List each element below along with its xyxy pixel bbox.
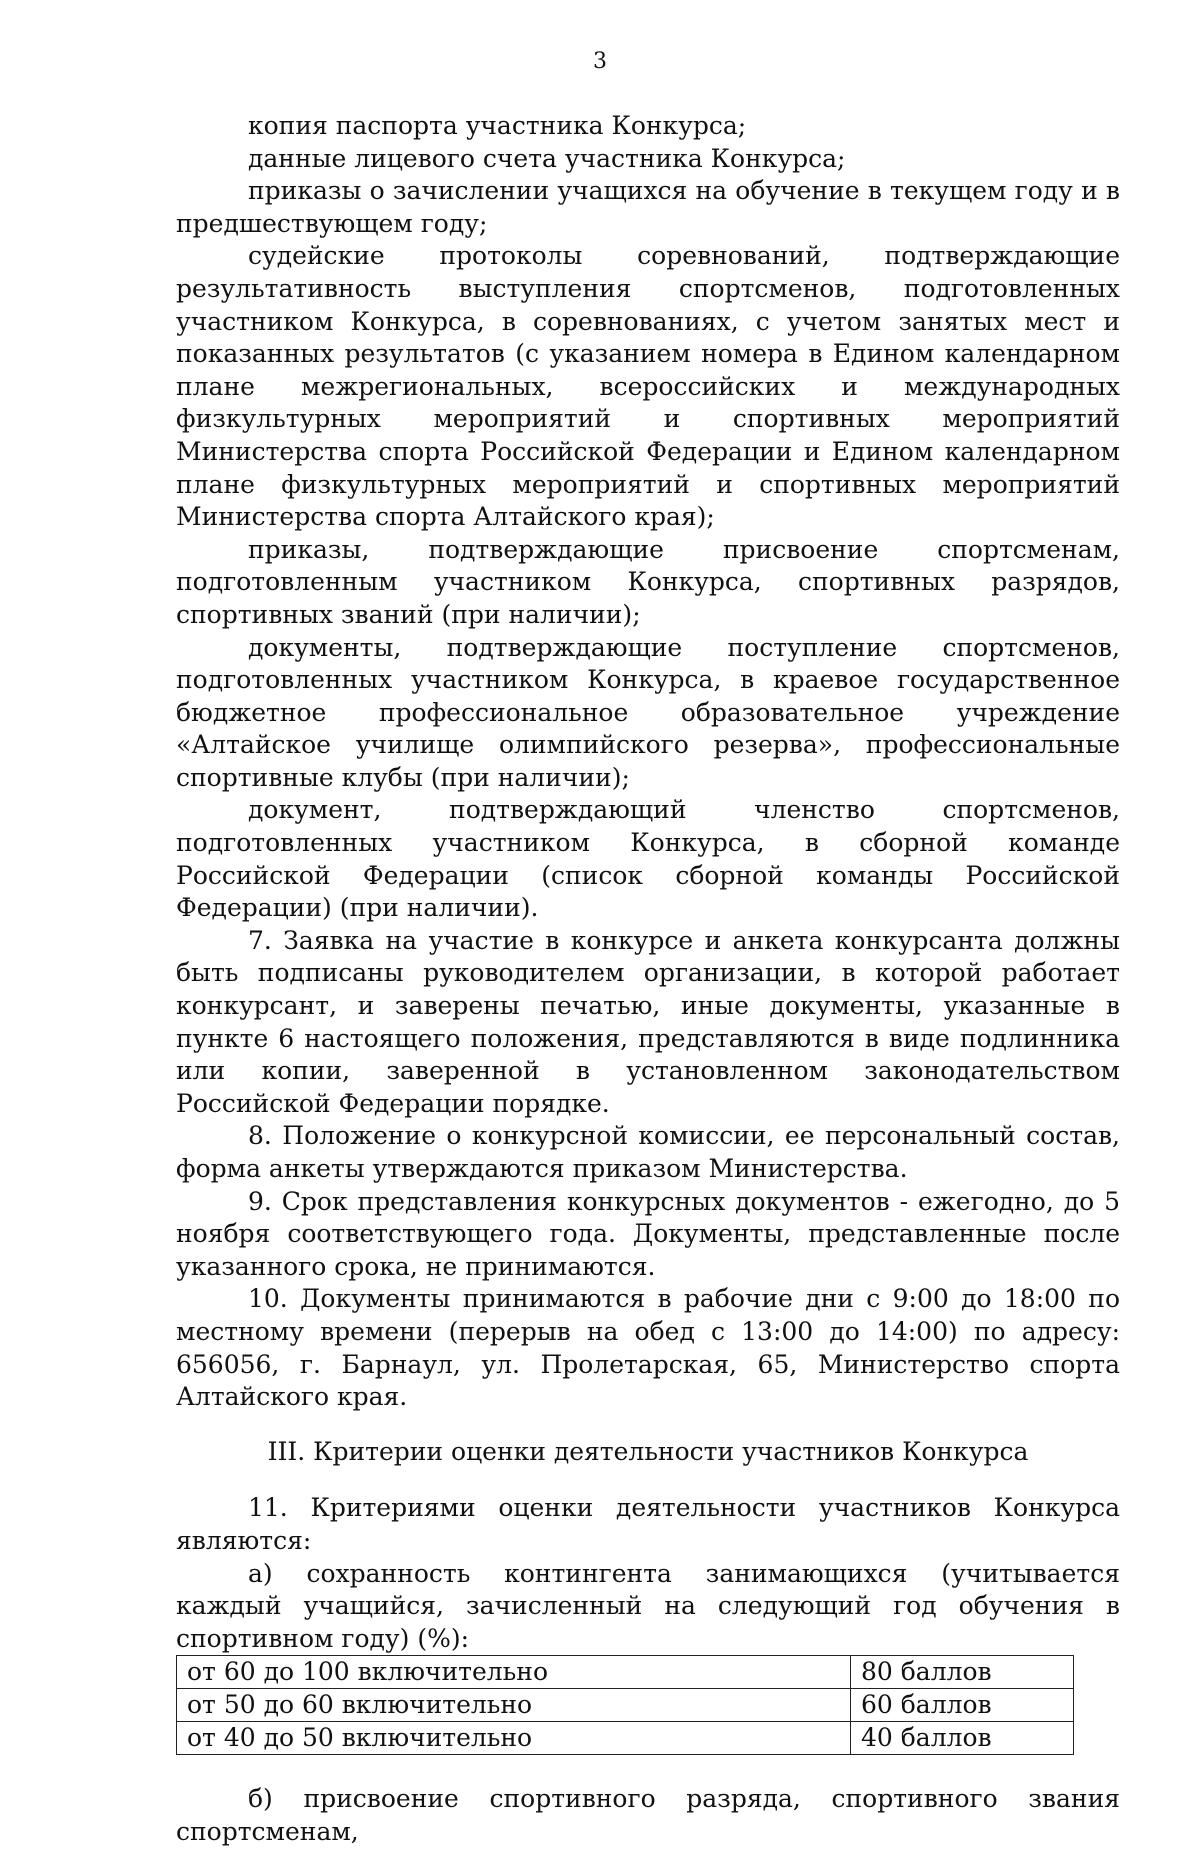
paragraph-item-8: 8. Положение о конкурсной комиссии, ее персональный состав, форма анкеты утверждаются приказом Министерства. <box>176 1121 1120 1183</box>
table-cell-range: от 50 до 60 включительно <box>177 1689 851 1722</box>
score-table <box>176 1655 1074 1755</box>
paragraph-rank-orders: приказы, подтверждающие присвоение спортсменам, подготовленным участником Конкурса, спортивных разрядов, спортивных званий (при наличии); <box>176 534 1120 629</box>
table-cell-range: от 40 до 50 включительно <box>177 1722 851 1755</box>
table-cell-score: 80 баллов <box>851 1656 1074 1689</box>
paragraph-account-data: данные лицевого счета участника Конкурса; <box>248 143 846 173</box>
table-cell-range: от 60 до 100 включительно <box>177 1656 851 1689</box>
table-row <box>177 1689 1074 1722</box>
paragraph-enrollment-orders: приказы о зачислении учащихся на обучение в текущем году и в предшествующем году; <box>176 176 1120 238</box>
paragraph-item-7: 7. Заявка на участие в конкурсе и анкета конкурсанта должны быть подписаны руководителем организации, в которой работает конкурсант, и заверены печатью, иные документы, указанные в пункте 6 настоящего положения, представляются в виде подлинника или копии, заверенной в установленном законодательством Российской Федерации порядке. <box>176 925 1120 1118</box>
table-row <box>177 1656 1074 1689</box>
section-heading: III. Критерии оценки деятельности участников Конкурса <box>267 1436 1029 1466</box>
table-cell-score: 40 баллов <box>851 1722 1074 1755</box>
paragraph-item-11: 11. Критериями оценки деятельности участников Конкурса являются: <box>176 1493 1120 1555</box>
paragraph-referee-protocols: судейские протоколы соревнований, подтверждающие результативность выступления спортсменов, подготовленных участником Конкурса, в соревнованиях, с учетом занятых мест и показанных результатов (с указанием номера в Едином календарном плане межрегиональных, всероссийских и международных физкультурных мероприятий и спортивных мероприятий Министерства спорта Российской Федерации и Едином календарном плане физкультурных мероприятий и спортивных мероприятий Министерства спорта Алтайского края); <box>176 241 1120 532</box>
page-number: 3 <box>593 49 607 74</box>
table-cell-score: 60 баллов <box>851 1689 1074 1722</box>
paragraph-item-9: 9. Срок представления конкурсных документов - ежегодно, до 5 ноября соответствующего года. Документы, представленные после указанного срока, не принимаются. <box>176 1186 1120 1281</box>
paragraph-item-10: 10. Документы принимаются в рабочие дни с 9:00 до 18:00 по местному времени (перерыв на обед с 13:00 до 14:00) по адресу: 656056, г. Барнаул, ул. Пролетарская, 65, Министерство спорта Алтайского края. <box>176 1284 1120 1412</box>
document-body <box>176 110 1120 1849</box>
paragraph-admission-documents: документы, подтверждающие поступление спортсменов, подготовленных участником Конкурса, в краевое государственное бюджетное профессиональное образовательное учреждение «Алтайское училище олимпийского резерва», профессиональные спортивные клубы (при наличии); <box>176 632 1120 792</box>
criterion-b: б) присвоение спортивного разряда, спортивного звания спортсменам, <box>176 1784 1120 1846</box>
paragraph-passport-copy: копия паспорта участника Конкурса; <box>248 111 747 140</box>
table-row <box>177 1722 1074 1755</box>
criterion-a: а) сохранность контингента занимающихся (учитывается каждый учащийся, зачисленный на следующий год обучения в спортивном году) (%): <box>176 1558 1120 1653</box>
paragraph-national-team: документ, подтверждающий членство спортсменов, подготовленных участником Конкурса, в сборной команде Российской Федерации (список сборной команды Российской Федерации) (при наличии). <box>176 795 1120 923</box>
